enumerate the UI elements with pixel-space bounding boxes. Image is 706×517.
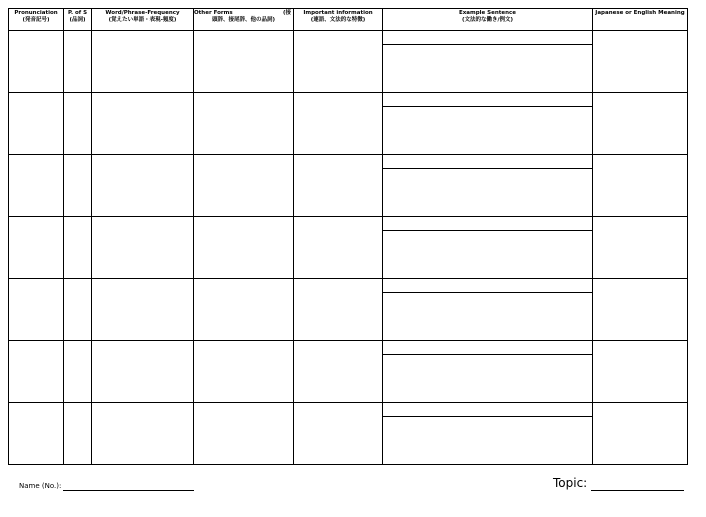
word-cell[interactable]	[92, 341, 194, 403]
name-label: Name (No.):	[19, 482, 62, 490]
header-important-information: Important information (連語、文法的な特徴)	[294, 9, 383, 31]
word-cell[interactable]	[92, 93, 194, 155]
other-forms-cell[interactable]	[194, 217, 294, 279]
pronunciation-cell[interactable]	[9, 155, 64, 217]
info-cell[interactable]	[294, 279, 383, 341]
info-cell[interactable]	[294, 93, 383, 155]
pronunciation-cell[interactable]	[9, 341, 64, 403]
other-forms-cell[interactable]	[194, 155, 294, 217]
example-cell[interactable]	[383, 341, 593, 403]
table-row	[9, 217, 688, 279]
header-other-forms: Other Forms (接 頭辞、接尾辞、他の品詞)	[194, 9, 294, 31]
word-cell[interactable]	[92, 279, 194, 341]
pos-cell[interactable]	[64, 341, 92, 403]
example-cell[interactable]	[383, 93, 593, 155]
pronunciation-cell[interactable]	[9, 403, 64, 465]
other-forms-cell[interactable]	[194, 279, 294, 341]
word-cell[interactable]	[92, 155, 194, 217]
example-divider	[383, 168, 592, 169]
table-row	[9, 93, 688, 155]
meaning-cell[interactable]	[593, 279, 688, 341]
other-forms-cell[interactable]	[194, 341, 294, 403]
pos-cell[interactable]	[64, 279, 92, 341]
topic-input-line[interactable]	[591, 474, 684, 491]
example-cell[interactable]	[383, 217, 593, 279]
pos-cell[interactable]	[64, 93, 92, 155]
pos-cell[interactable]	[64, 155, 92, 217]
header-row	[9, 9, 688, 31]
pos-cell[interactable]	[64, 403, 92, 465]
meaning-cell[interactable]	[593, 31, 688, 93]
header-pronunciation: Pronunciation (発音記号)	[9, 9, 64, 31]
meaning-cell[interactable]	[593, 155, 688, 217]
topic-label: Topic:	[553, 476, 588, 490]
name-input-line[interactable]	[63, 480, 194, 491]
info-cell[interactable]	[294, 403, 383, 465]
vocabulary-table	[8, 8, 688, 465]
header-part-of-speech: P. of S (品詞)	[64, 9, 92, 31]
example-cell[interactable]	[383, 31, 593, 93]
info-cell[interactable]	[294, 31, 383, 93]
meaning-cell[interactable]	[593, 93, 688, 155]
table-row	[9, 341, 688, 403]
pos-cell[interactable]	[64, 31, 92, 93]
info-cell[interactable]	[294, 341, 383, 403]
info-cell[interactable]	[294, 217, 383, 279]
word-cell[interactable]	[92, 403, 194, 465]
example-divider	[383, 292, 592, 293]
word-cell[interactable]	[92, 31, 194, 93]
meaning-cell[interactable]	[593, 217, 688, 279]
example-divider	[383, 416, 592, 417]
topic-field	[553, 474, 684, 491]
vocabulary-sheet	[8, 8, 687, 464]
pronunciation-cell[interactable]	[9, 31, 64, 93]
example-divider	[383, 44, 592, 45]
info-cell[interactable]	[294, 155, 383, 217]
name-field	[19, 480, 194, 491]
header-meaning: Japanese or English Meaning	[593, 9, 688, 31]
example-divider	[383, 230, 592, 231]
pronunciation-cell[interactable]	[9, 217, 64, 279]
other-forms-cell[interactable]	[194, 31, 294, 93]
example-cell[interactable]	[383, 403, 593, 465]
table-row	[9, 31, 688, 93]
table-row	[9, 403, 688, 465]
example-divider	[383, 354, 592, 355]
header-example-sentence: Example Sentence (文法的な働き/例文)	[383, 9, 593, 31]
meaning-cell[interactable]	[593, 341, 688, 403]
pronunciation-cell[interactable]	[9, 279, 64, 341]
meaning-cell[interactable]	[593, 403, 688, 465]
other-forms-cell[interactable]	[194, 403, 294, 465]
example-cell[interactable]	[383, 279, 593, 341]
table-row	[9, 279, 688, 341]
pronunciation-cell[interactable]	[9, 93, 64, 155]
example-divider	[383, 106, 592, 107]
word-cell[interactable]	[92, 217, 194, 279]
pos-cell[interactable]	[64, 217, 92, 279]
table-row	[9, 155, 688, 217]
example-cell[interactable]	[383, 155, 593, 217]
other-forms-cell[interactable]	[194, 93, 294, 155]
header-word-phrase: Word/Phrase-Frequency (覚えたい単語・表現-頻度)	[92, 9, 194, 31]
